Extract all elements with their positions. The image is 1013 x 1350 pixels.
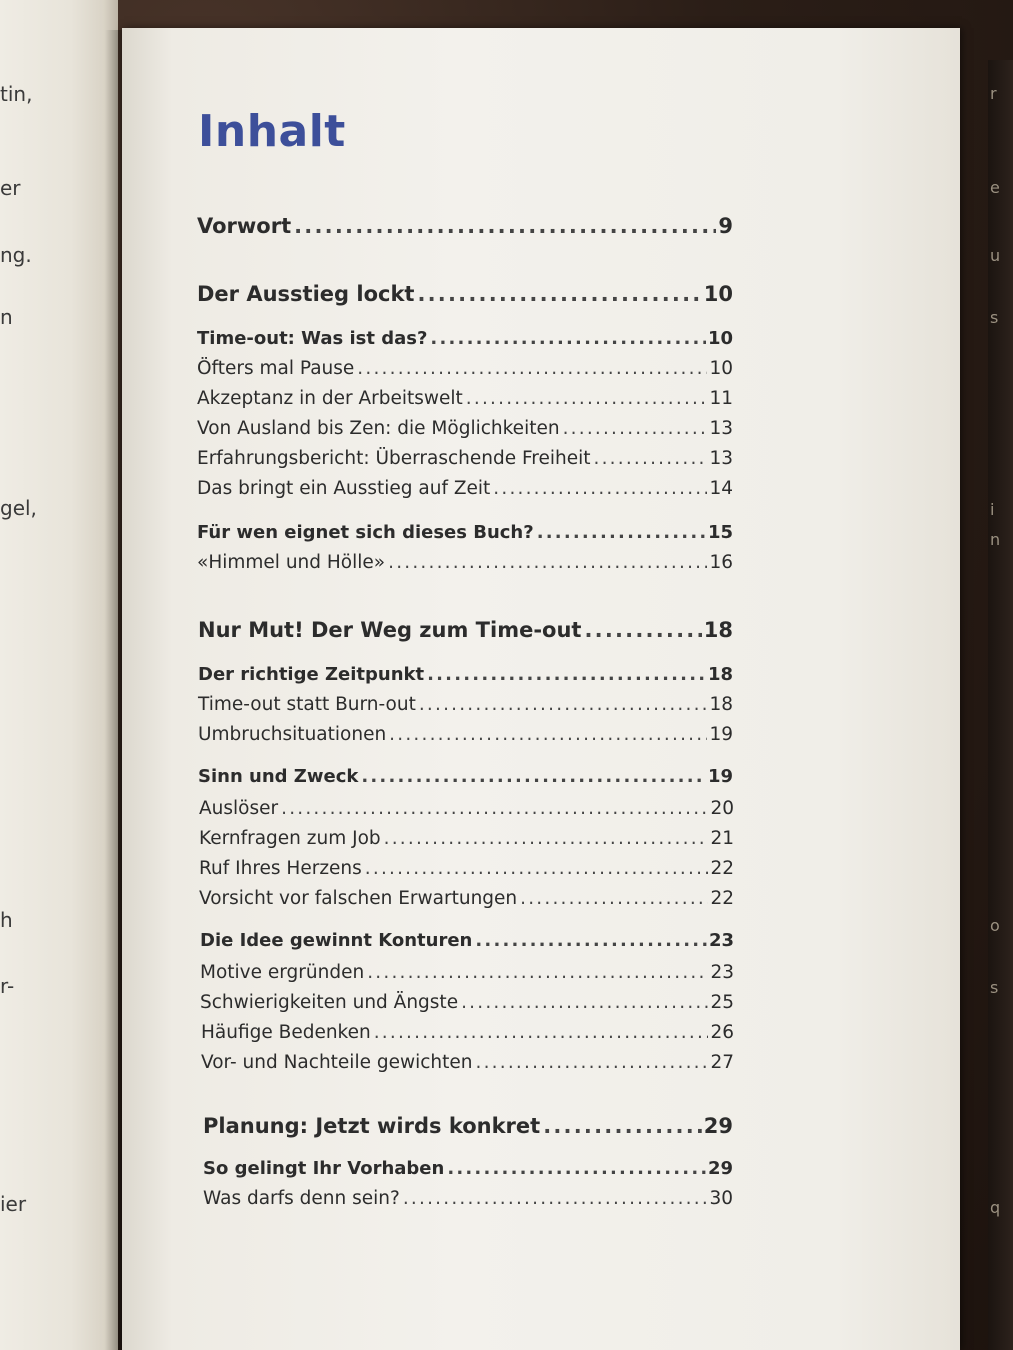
edge-fragment: i	[990, 500, 995, 519]
toc-leader-dots	[365, 858, 709, 879]
toc-leader-dots	[476, 1052, 709, 1073]
toc-leader-dots	[374, 1022, 709, 1043]
toc-entry-page: 21	[710, 828, 734, 849]
toc-leader-dots	[520, 888, 708, 909]
toc-entry-page: 26	[710, 1022, 734, 1043]
toc-entry-page: 19	[707, 766, 733, 787]
left-page	[0, 0, 118, 1350]
toc-entry-page: 23	[710, 962, 734, 983]
toc-entry	[197, 358, 733, 379]
toc-entry-page: 16	[709, 552, 733, 573]
toc-entry-label: Der Ausstieg lockt	[197, 282, 415, 306]
toc-entry-page: 11	[709, 388, 733, 409]
toc-entry-label: Kernfragen zum Job	[199, 828, 381, 849]
toc-entry	[201, 1052, 734, 1073]
toc-leader-dots	[493, 478, 707, 499]
toc-entry-page: 19	[709, 724, 733, 745]
left-page-fragment: gel,	[0, 496, 37, 520]
toc-entry	[198, 766, 733, 787]
toc-entry-label: Von Ausland bis Zen: die Möglichkeiten	[197, 418, 560, 439]
toc-entry-page: 22	[710, 858, 734, 879]
toc-entry-label: So gelingt Ihr Vorhaben	[203, 1158, 445, 1179]
toc-entry	[198, 724, 733, 745]
toc-entry-page: 23	[708, 930, 734, 951]
edge-fragment: o	[990, 916, 1000, 935]
toc-entry-label: Akzeptanz in der Arbeitswelt	[197, 388, 463, 409]
left-page-fragment: h	[0, 908, 13, 932]
left-page-fragment: ng.	[0, 243, 32, 267]
toc-entry	[200, 962, 734, 983]
toc-leader-dots	[389, 724, 707, 745]
toc-entry	[198, 664, 733, 685]
edge-fragment: e	[990, 178, 1000, 197]
toc-entry-page: 18	[709, 694, 733, 715]
edge-fragment: s	[990, 308, 999, 327]
toc-entry-label: Vorsicht vor falschen Erwartungen	[199, 888, 518, 909]
toc-entry-page: 27	[710, 1052, 734, 1073]
toc-entry	[203, 1188, 733, 1209]
toc-entry-label: Für wen eignet sich dieses Buch?	[197, 522, 534, 543]
toc-entry-label: Motive ergründen	[200, 962, 365, 983]
toc-entry-page: 29	[703, 1114, 733, 1138]
toc-leader-dots	[417, 282, 701, 306]
toc-entry	[199, 858, 734, 879]
edge-fragment: q	[990, 1198, 1001, 1217]
toc-entry-label: «Himmel und Hölle»	[197, 552, 386, 573]
toc-entry-page: 18	[707, 664, 733, 685]
toc-entry-page: 10	[709, 358, 733, 379]
toc-leader-dots	[388, 552, 707, 573]
toc-leader-dots	[361, 766, 706, 787]
left-page-fragment: er	[0, 176, 21, 200]
page-title: Inhalt	[198, 106, 346, 157]
toc-leader-dots	[563, 418, 708, 439]
toc-entry	[197, 522, 733, 543]
toc-entry	[197, 328, 733, 349]
toc-leader-dots	[447, 1158, 706, 1179]
toc-entry-page: 20	[710, 798, 734, 819]
left-page-fragment: r-	[0, 974, 15, 998]
toc-entry-page: 15	[707, 522, 733, 543]
toc-entry	[197, 448, 733, 469]
toc-entry-label: Umbruchsituationen	[198, 724, 387, 745]
toc-leader-dots	[419, 694, 708, 715]
toc-entry-label: Das bringt ein Ausstieg auf Zeit	[197, 478, 491, 499]
toc-leader-dots	[584, 618, 701, 642]
toc-entry-page: 13	[709, 418, 733, 439]
toc-leader-dots	[430, 328, 706, 349]
toc-entry-label: Was darfs denn sein?	[203, 1188, 400, 1209]
toc-leader-dots	[384, 828, 709, 849]
toc-entry	[203, 1158, 733, 1179]
toc-entry	[197, 282, 733, 306]
toc-entry-label: Nur Mut! Der Weg zum Time-out	[198, 618, 582, 642]
toc-entry	[197, 214, 733, 238]
toc-entry	[197, 478, 733, 499]
left-page-fragment: ier	[0, 1192, 27, 1216]
edge-fragment: u	[990, 246, 1001, 265]
toc-entry	[198, 618, 733, 642]
toc-entry	[200, 930, 734, 951]
toc-leader-dots	[475, 930, 707, 951]
toc-entry-label: Erfahrungsbericht: Überraschende Freiheit	[197, 448, 591, 469]
toc-entry	[200, 992, 734, 1013]
toc-entry	[199, 828, 734, 849]
toc-entry	[199, 798, 734, 819]
toc-entry-label: Vor- und Nachteile gewichten	[201, 1052, 473, 1073]
edge-fragment: n	[990, 530, 1001, 549]
toc-entry-label: Planung: Jetzt wirds konkret	[203, 1114, 541, 1138]
toc-leader-dots	[367, 962, 708, 983]
toc-leader-dots	[294, 214, 716, 238]
toc-entry-page: 29	[707, 1158, 733, 1179]
toc-entry-page: 30	[709, 1188, 733, 1209]
toc-entry-label: Vorwort	[197, 214, 292, 238]
toc-entry-label: Ruf Ihres Herzens	[199, 858, 362, 879]
toc-entry-page: 10	[707, 328, 733, 349]
toc-entry	[201, 1022, 734, 1043]
toc-leader-dots	[543, 1114, 702, 1138]
toc-entry-label: Time-out statt Burn-out	[198, 694, 416, 715]
toc-entry	[197, 552, 733, 573]
toc-entry-label: Auslöser	[199, 798, 279, 819]
toc-leader-dots	[594, 448, 708, 469]
toc-entry-label: Time-out: Was ist das?	[197, 328, 428, 349]
left-page-fragment: tin,	[0, 82, 33, 106]
next-page-edge	[988, 60, 1013, 1350]
toc-entry-page: 14	[709, 478, 733, 499]
left-page-fragment: n	[0, 305, 13, 329]
toc-entry-label: Häufige Bedenken	[201, 1022, 371, 1043]
toc-entry	[203, 1114, 733, 1138]
toc-entry	[198, 694, 733, 715]
toc-entry-label: Die Idee gewinnt Konturen	[200, 930, 473, 951]
toc-leader-dots	[281, 798, 708, 819]
toc-leader-dots	[357, 358, 707, 379]
toc-leader-dots	[427, 664, 706, 685]
toc-entry	[199, 888, 734, 909]
toc-entry	[197, 418, 733, 439]
toc-entry-page: 9	[718, 214, 733, 238]
toc-entry-label: Öfters mal Pause	[197, 358, 355, 379]
toc-entry-page: 22	[710, 888, 734, 909]
toc-entry-page: 13	[709, 448, 733, 469]
toc-leader-dots	[466, 388, 708, 409]
toc-entry-page: 25	[710, 992, 734, 1013]
toc-entry	[197, 388, 733, 409]
edge-fragment: s	[990, 978, 999, 997]
toc-entry-page: 10	[703, 282, 733, 306]
toc-leader-dots	[537, 522, 706, 543]
toc-entry-page: 18	[703, 618, 733, 642]
toc-leader-dots	[403, 1188, 708, 1209]
toc-entry-label: Schwierigkeiten und Ängste	[200, 992, 459, 1013]
edge-fragment: r	[990, 84, 997, 103]
toc-entry-label: Der richtige Zeitpunkt	[198, 664, 425, 685]
toc-leader-dots	[461, 992, 708, 1013]
toc-entry-label: Sinn und Zweck	[198, 766, 359, 787]
